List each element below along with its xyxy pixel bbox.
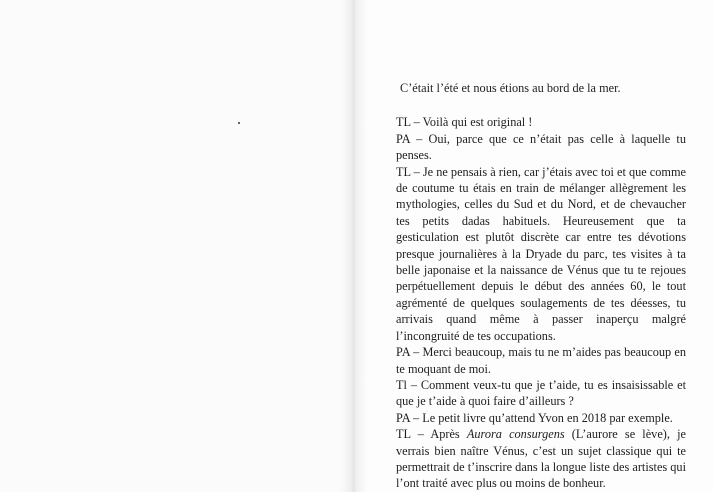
dialogue-line: TL – Je ne pensais à rien, car j’étais avec toi et que comme de coutume tu étais en train de mélanger allègrement les mythologies, celles du Sud et du Nord, et de chevaucher tes petits dadas habituels. Heureusement que ta gesticulation est plutôt discrète car entre tes dévotions presque journalières à la Dryade du parc, tes visites à ta belle japonaise et la naissance de Vénus que tu te rejoues perpétuellement depuis le début des années 60, le tout agrémenté de quelques soulagements de tes déesses, tu arrivais quand même à passer inaperçu malgré l’incongruité de tes occupations. xyxy=(396,164,686,343)
dialogue-line xyxy=(396,426,686,492)
intro-line: C’était l’été et nous étions au bord de la mer. xyxy=(400,81,621,95)
left-page xyxy=(0,0,354,492)
ink-dot xyxy=(238,122,240,124)
dialogue-line: TL – Voilà qui est original ! xyxy=(396,115,533,130)
dialogue-line: PA – Le petit livre qu’attend Yvon en 2018 par exemple. xyxy=(396,410,673,425)
dialogue-line: PA – Merci beaucoup, mais tu ne m’aides pas beaucoup en te moquant de moi. xyxy=(396,345,686,376)
dialogue-text-block xyxy=(396,80,686,492)
dialogue-line: Tl – Comment veux-tu que je t’aide, tu es insaisissable et que je t’aide à quoi faire d’ailleurs ? xyxy=(396,377,686,409)
book-title-italic: Aurora consurgens xyxy=(466,427,565,442)
book-gutter xyxy=(341,0,367,492)
dialogue-line-end: (L’aurore se lève), je verrais bien naître Vénus, c’est un sujet classique qui te permettrait de t’inscrire dans la longue liste des artistes qui l’ont traité avec plus ou moins de bonheur. xyxy=(396,427,686,491)
dialogue-line: PA – Oui, parce que ce n’était pas celle à laquelle tu penses. xyxy=(396,131,686,163)
dialogue-line-start: TL – Après xyxy=(396,427,467,442)
paragraph-gap xyxy=(396,96,686,114)
